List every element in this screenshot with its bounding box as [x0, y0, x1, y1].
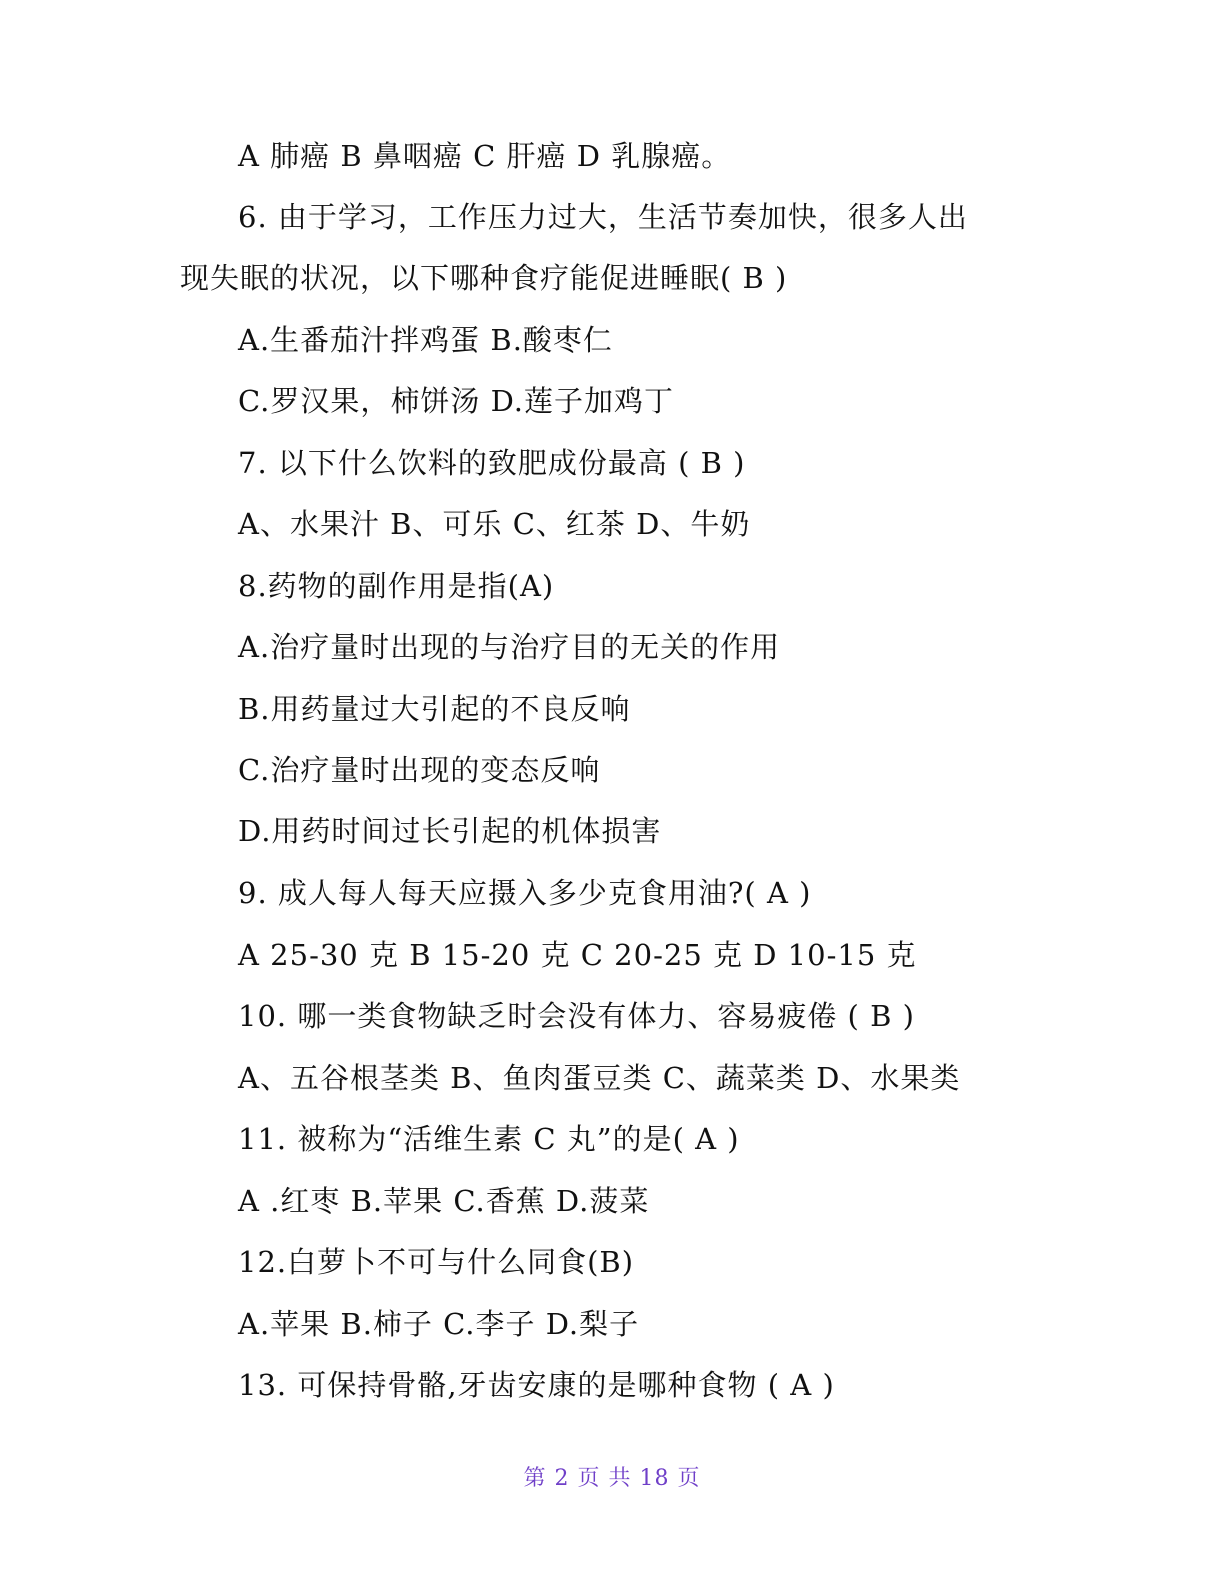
question-6: 6. 由于学习，工作压力过大，生活节奏加快，很多人出 [238, 200, 968, 234]
question-11: 11. 被称为“活维生素 C 丸”的是( A ) [238, 1122, 740, 1156]
question-8: 8.药物的副作用是指(A) [238, 569, 555, 603]
answer-options-q7: A、水果汁 B、可乐 C、红茶 D、牛奶 [238, 507, 751, 541]
answer-options-q9: A 25-30 克 B 15-20 克 C 20-25 克 D 10-15 克 [238, 938, 917, 972]
answer-option-8d: D.用药时间过长引起的机体损害 [238, 814, 662, 848]
page-number-footer: 第 2 页 共 18 页 [523, 1466, 701, 1491]
question-9: 9. 成人每人每天应摄入多少克食用油?( A ) [238, 876, 812, 910]
answer-options-q11: A .红枣 B.苹果 C.香蕉 D.菠菜 [238, 1184, 650, 1218]
answer-option-8b: B.用药量过大引起的不良反响 [238, 692, 631, 726]
answer-options-q6-line1: A.生番茄汁拌鸡蛋 B.酸枣仁 [238, 323, 613, 357]
answer-option-8a: A.治疗量时出现的与治疗目的无关的作用 [238, 630, 781, 664]
answer-options-q12: A.苹果 B.柿子 C.李子 D.梨子 [238, 1307, 640, 1341]
question-6-continued: 现失眠的状况，以下哪种食疗能促进睡眠( B ) [180, 261, 788, 295]
answer-options-q5: A 肺癌 B 鼻咽癌 C 肝癌 D 乳腺癌。 [238, 139, 732, 173]
answer-option-8c: C.治疗量时出现的变态反响 [238, 753, 601, 787]
answer-options-q6-line2: C.罗汉果，柿饼汤 D.莲子加鸡丁 [238, 384, 675, 418]
question-10: 10. 哪一类食物缺乏时会没有体力、容易疲倦 ( B ) [238, 999, 915, 1033]
answer-options-q10: A、五谷根茎类 B、鱼肉蛋豆类 C、蔬菜类 D、水果类 [238, 1061, 961, 1095]
question-7: 7. 以下什么饮料的致肥成份最高 ( B ) [238, 446, 746, 480]
question-12: 12.白萝卜不可与什么同食(B) [238, 1245, 635, 1279]
question-13: 13. 可保持骨骼,牙齿安康的是哪种食物 ( A ) [238, 1368, 835, 1402]
